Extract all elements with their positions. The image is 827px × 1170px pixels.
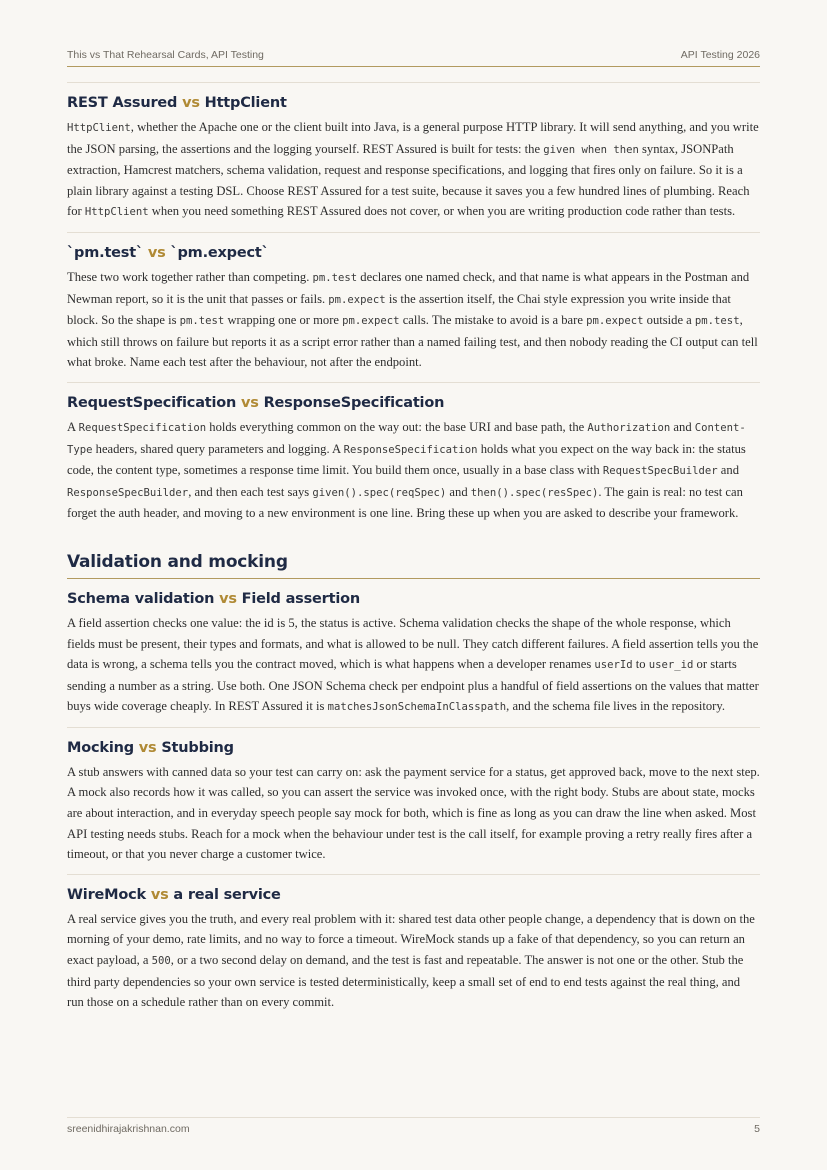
section-divider <box>67 874 760 875</box>
page-footer <box>67 1123 760 1135</box>
inline-code: given when then <box>543 143 639 156</box>
inline-code: matchesJsonSchemaInClasspath <box>327 701 507 714</box>
heading-term-b: a real service <box>173 886 281 903</box>
inline-code: userId <box>594 659 633 672</box>
section-body <box>67 762 760 865</box>
vs-label: vs <box>241 394 259 411</box>
inline-code: RequestSpecBuilder <box>602 465 718 478</box>
body-text: , whether the Apache one or the client built into Java, is a general purpose HTTP library. It will send anything, and you write the JSON parsing, the assertions and the logging yourself. REST Assured is built for tests: the <box>67 120 759 156</box>
body-text: outside a <box>643 313 695 328</box>
inline-code: given().spec(reqSpec) <box>312 486 447 499</box>
body-text: . The gain is real: no test can forget the auth header, and moving to a new environment is one line. Bring these up when you are asked to describe your framework. <box>67 484 743 521</box>
body-text: headers, shared query parameters and logging. A <box>92 441 344 456</box>
section-body <box>67 267 760 373</box>
body-text: , and then each test says <box>188 484 313 499</box>
heading-term-a: `pm.test` <box>67 244 144 261</box>
body-text: , or a two second delay on demand, and the test is fast and repeatable. The answer is not one or the other. Stub the third party dependencies so your own service is tested deterministically, keep a small set of end to end tests against the real thing, and run those on a schedule rather than on every commit. <box>67 953 744 1010</box>
body-text: calls. The mistake to avoid is a bare <box>399 313 587 328</box>
heading-term-b: `pm.expect` <box>170 244 269 261</box>
chapter-rule <box>67 578 760 579</box>
inline-code: Authorization <box>587 421 671 434</box>
body-text: when you need something REST Assured does not cover, or when you are writing production code rather than tests. <box>148 204 736 219</box>
comparison-heading <box>67 245 760 261</box>
inline-code: pm.test <box>312 271 358 284</box>
inline-code: HttpClient <box>67 122 131 134</box>
vs-label: vs <box>147 244 166 261</box>
chapter-title: Validation and mocking <box>67 551 288 572</box>
inline-code: user_id <box>648 659 694 672</box>
body-text: A real service gives you the truth, and every real problem with it: shared test data other people change, a dependency that is down on the morning of your demo, rate limits, and no way to force a timeout. WireMock stands up a fake of that dependency, so you can return an exact payload, a <box>67 911 755 968</box>
comparison-heading <box>67 887 760 903</box>
body-text: wrapping one or more <box>224 313 343 328</box>
inline-code: pm.expect <box>342 315 400 328</box>
body-text: , and the schema file lives in the repository. <box>506 699 725 714</box>
running-section: API Testing 2026 <box>680 49 760 61</box>
vs-label: vs <box>219 590 237 607</box>
inline-code: pm.expect <box>328 293 386 306</box>
page-number: 5 <box>754 1123 760 1135</box>
comparison-heading <box>67 591 760 607</box>
body-text: A field assertion checks one value: the id is 5, the status is active. Schema validation checks the shape of the whole response, which fields must be present, their types and formats, and what is allowed to be null. They catch different failures. A field assertion tells you the data is wrong, a schema tells you the contract moved, which is what happens when a developer renames <box>67 615 759 672</box>
vs-label: vs <box>150 886 169 903</box>
heading-term-b: ResponseSpecification <box>263 394 445 411</box>
running-title: This vs That Rehearsal Cards, API Testing <box>67 49 264 61</box>
inline-code: pm.expect <box>586 315 644 328</box>
vs-label: vs <box>138 739 157 756</box>
page-content <box>67 82 760 1022</box>
body-text: or starts sending a number as a string. Use both. One JSON Schema check per endpoint plus a handful of field assertions on the values that matter buys wide coverage cheaply. In REST Assured it is <box>67 657 759 714</box>
vs-label: vs <box>182 95 200 111</box>
comparison-heading <box>67 395 760 411</box>
sections-group <box>67 82 760 524</box>
body-text: syntax, JSONPath extraction, Hamcrest matchers, schema validation, request and response specifications, and logging that fires only on failure. So it is a plain library against a testing DSL. Choose REST Assured for a test suite, because it saves you a few hundred lines of plumbing. Reach for <box>67 141 750 219</box>
body-text: These two work together rather than competing. <box>67 269 313 284</box>
body-text: A stub answers with canned data so your test can carry on: ask the payment service for a status, get approved back, move to the next step. A mock also records how it was called, so you can assert the service was invoked once, with the right body. Stubs are about state, mocks are about interaction, and in everyday speech people say mock for both, which is fine as long as you can draw the line when asked. Most API testing needs stubs. Reach for a mock when the behaviour under test is the call itself, for example proving a retry really fires after a timeout, or that you never charge a customer twice. <box>67 764 760 862</box>
heading-term-a: WireMock <box>67 886 146 903</box>
comparison-heading <box>67 95 760 111</box>
body-text: is the assertion itself, the Chai style expression you write inside that block. So the shape is <box>67 291 731 328</box>
footer-site: sreenidhirajakrishnan.com <box>67 1123 190 1135</box>
page-header <box>67 49 760 61</box>
inline-code: ResponseSpecBuilder <box>67 486 189 499</box>
heading-term-b: HttpClient <box>204 95 287 111</box>
inline-code: 500 <box>151 955 171 968</box>
footer-rule <box>67 1117 760 1118</box>
chapter-sections-group <box>67 591 760 1013</box>
body-text: and <box>446 484 471 499</box>
inline-code: pm.test <box>694 315 740 328</box>
body-text: and <box>670 419 695 434</box>
section-divider <box>67 82 760 83</box>
section-divider <box>67 727 760 728</box>
inline-code: pm.test <box>179 315 225 328</box>
heading-term-b: Field assertion <box>241 590 360 607</box>
section-body <box>67 909 760 1013</box>
body-text: holds everything common on the way out: the base URI and base path, the <box>206 419 588 434</box>
body-text: , which still throws on failure but reports it as a script error rather than a named failing test, and then nobody reading the CI output can tell what broke. Name each test after the behaviour, not after the endpoint. <box>67 313 758 370</box>
inline-code: ResponseSpecification <box>343 443 478 456</box>
body-text: to <box>632 657 649 672</box>
inline-code: Content-Type <box>67 421 746 456</box>
heading-term-a: REST Assured <box>67 95 178 111</box>
inline-code: RequestSpecification <box>78 421 207 434</box>
comparison-heading <box>67 740 760 756</box>
heading-term-b: Stubbing <box>161 739 234 756</box>
section-divider <box>67 232 760 233</box>
section-body <box>67 117 760 223</box>
inline-code: HttpClient <box>84 206 149 219</box>
section-divider <box>67 382 760 383</box>
section-body <box>67 613 760 718</box>
heading-term-a: RequestSpecification <box>67 394 237 411</box>
header-rule <box>67 66 760 67</box>
body-text: holds what you expect on the way back in: the status code, the content type, sometimes a response time limit. You build them once, usually in a base class with <box>67 441 746 478</box>
body-text: A <box>67 419 79 434</box>
inline-code: then().spec(resSpec) <box>470 486 599 499</box>
section-body <box>67 417 760 524</box>
heading-term-a: Schema validation <box>67 590 215 607</box>
body-text: and <box>717 463 739 478</box>
heading-term-a: Mocking <box>67 739 134 756</box>
body-text: declares one named check, and that name is what appears in the Postman and Newman report, so it is the unit that passes or fails. <box>67 269 750 306</box>
